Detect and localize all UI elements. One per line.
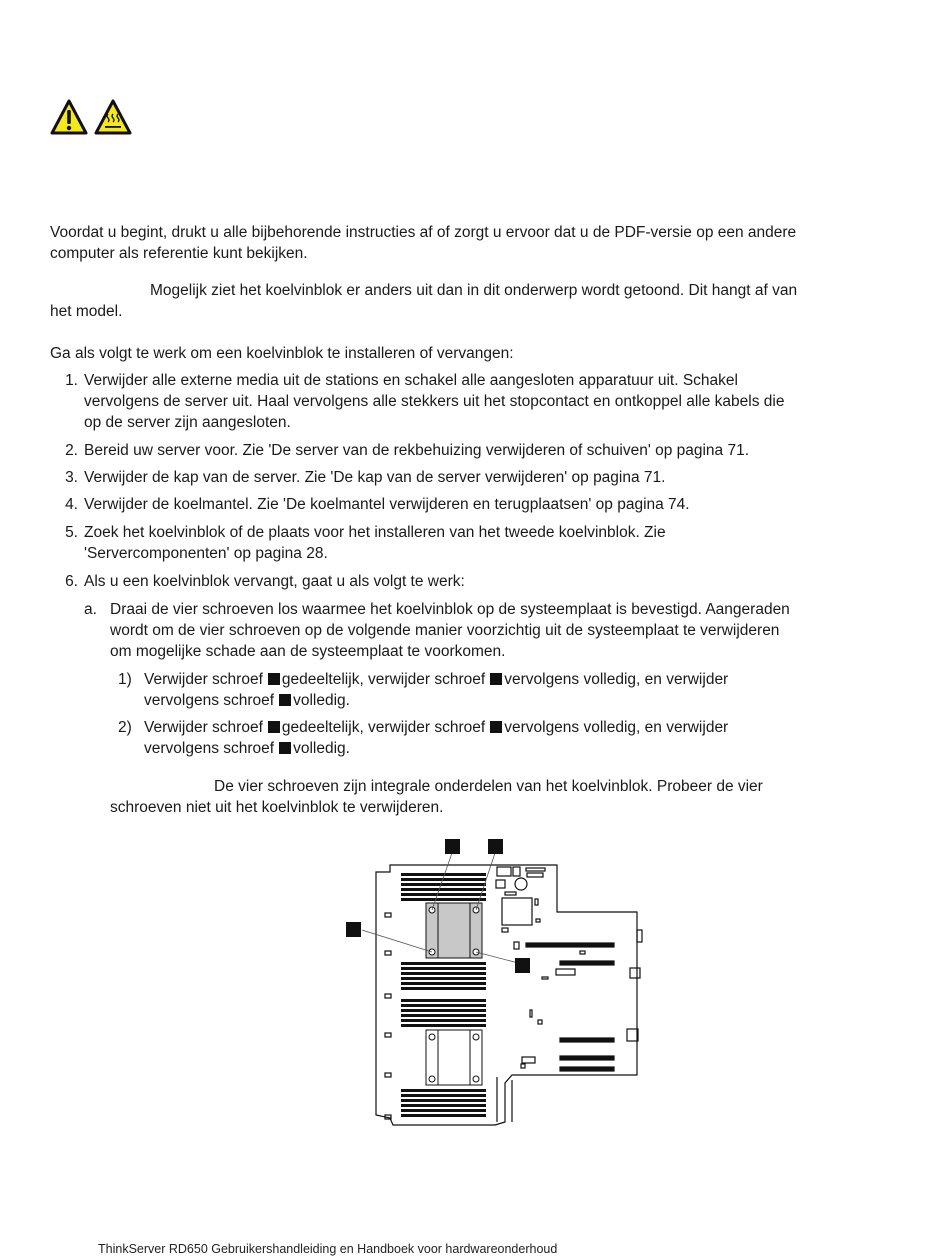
screw-step-2: 2) Verwijder schroef gedeeltelijk, verwijder schroef vervolgens volledig, en verwijder vervolgens schroef volledig. (118, 719, 729, 757)
attention-paragraph: De vier schroeven zijn integrale onderdelen van het koelvinblok. Probeer de vier schroeven niet uit het koelvinblok te verwijderen. (110, 778, 763, 816)
system-board-diagram (340, 835, 650, 1130)
step-1: 1. Verwijder alle externe media uit de stations en schakel alle aangesloten apparatuur uit. Schakel vervolgens de server uit. Haal vervolgens alle stekkers uit het stopcontact en ontkoppel alle kabels die op de server zijn aangesloten. (65, 372, 785, 431)
callout-1 (445, 839, 460, 854)
warning-icon (50, 99, 88, 135)
intro-paragraph: Voordat u begint, drukt u alle bijbehorende instructies af of zorgt u ervoor dat u de PDF-versie op een andere computer als referentie kunt bekijken. (50, 224, 797, 262)
step-3: 3. Verwijder de kap van de server. Zie 'De kap van de server verwijderen' op pagina 71. (65, 469, 666, 486)
step-4: 4. Verwijder de koelmantel. Zie 'De koelmantel verwijderen en terugplaatsen' op pagina 74. (65, 496, 690, 513)
callout-2 (488, 839, 503, 854)
step-5: 5. Zoek het koelvinblok of de plaats voor het installeren van het tweede koelvinblok. Zie 'Servercomponenten' op pagina 28. (65, 524, 666, 562)
callout-3 (346, 922, 361, 937)
page-footer: ThinkServer RD650 Gebruikershandleiding en Handboek voor hardwareonderhoud (98, 1242, 558, 1256)
procedure-lead: Ga als volgt te werk om een koelvinblok te installeren of vervangen: (50, 345, 514, 362)
screw-step-1: 1) Verwijder schroef gedeeltelijk, verwijder schroef vervolgens volledig, en verwijder vervolgens schroef volledig. (118, 671, 729, 709)
callout-4 (515, 958, 530, 973)
safety-icons (50, 99, 135, 137)
callout-marker-icon (279, 694, 291, 706)
callout-marker-icon (490, 721, 502, 733)
step-6: 6. Als u een koelvinblok vervangt, gaat u als volgt te werk: (65, 573, 465, 590)
note-paragraph: Mogelijk ziet het koelvinblok er anders uit dan in dit onderwerp wordt getoond. Dit hangt af van het model. (50, 282, 798, 320)
callout-marker-icon (268, 673, 280, 685)
callout-marker-icon (268, 721, 280, 733)
callout-marker-icon (490, 673, 502, 685)
step-2: 2. Bereid uw server voor. Zie 'De server van de rekbehuizing verwijderen of schuiven' op pagina 71. (65, 442, 750, 459)
callout-marker-icon (279, 742, 291, 754)
hot-surface-icon (94, 99, 132, 135)
substep-a: a. Draai de vier schroeven los waarmee het koelvinblok op de systeemplaat is bevestigd. Aangeraden wordt om de vier schroeven op de volgende manier voorzichtig uit de systeemplaat te verwijderen om mogelijke schade aan de systeemplaat te voorkomen. (84, 601, 790, 660)
